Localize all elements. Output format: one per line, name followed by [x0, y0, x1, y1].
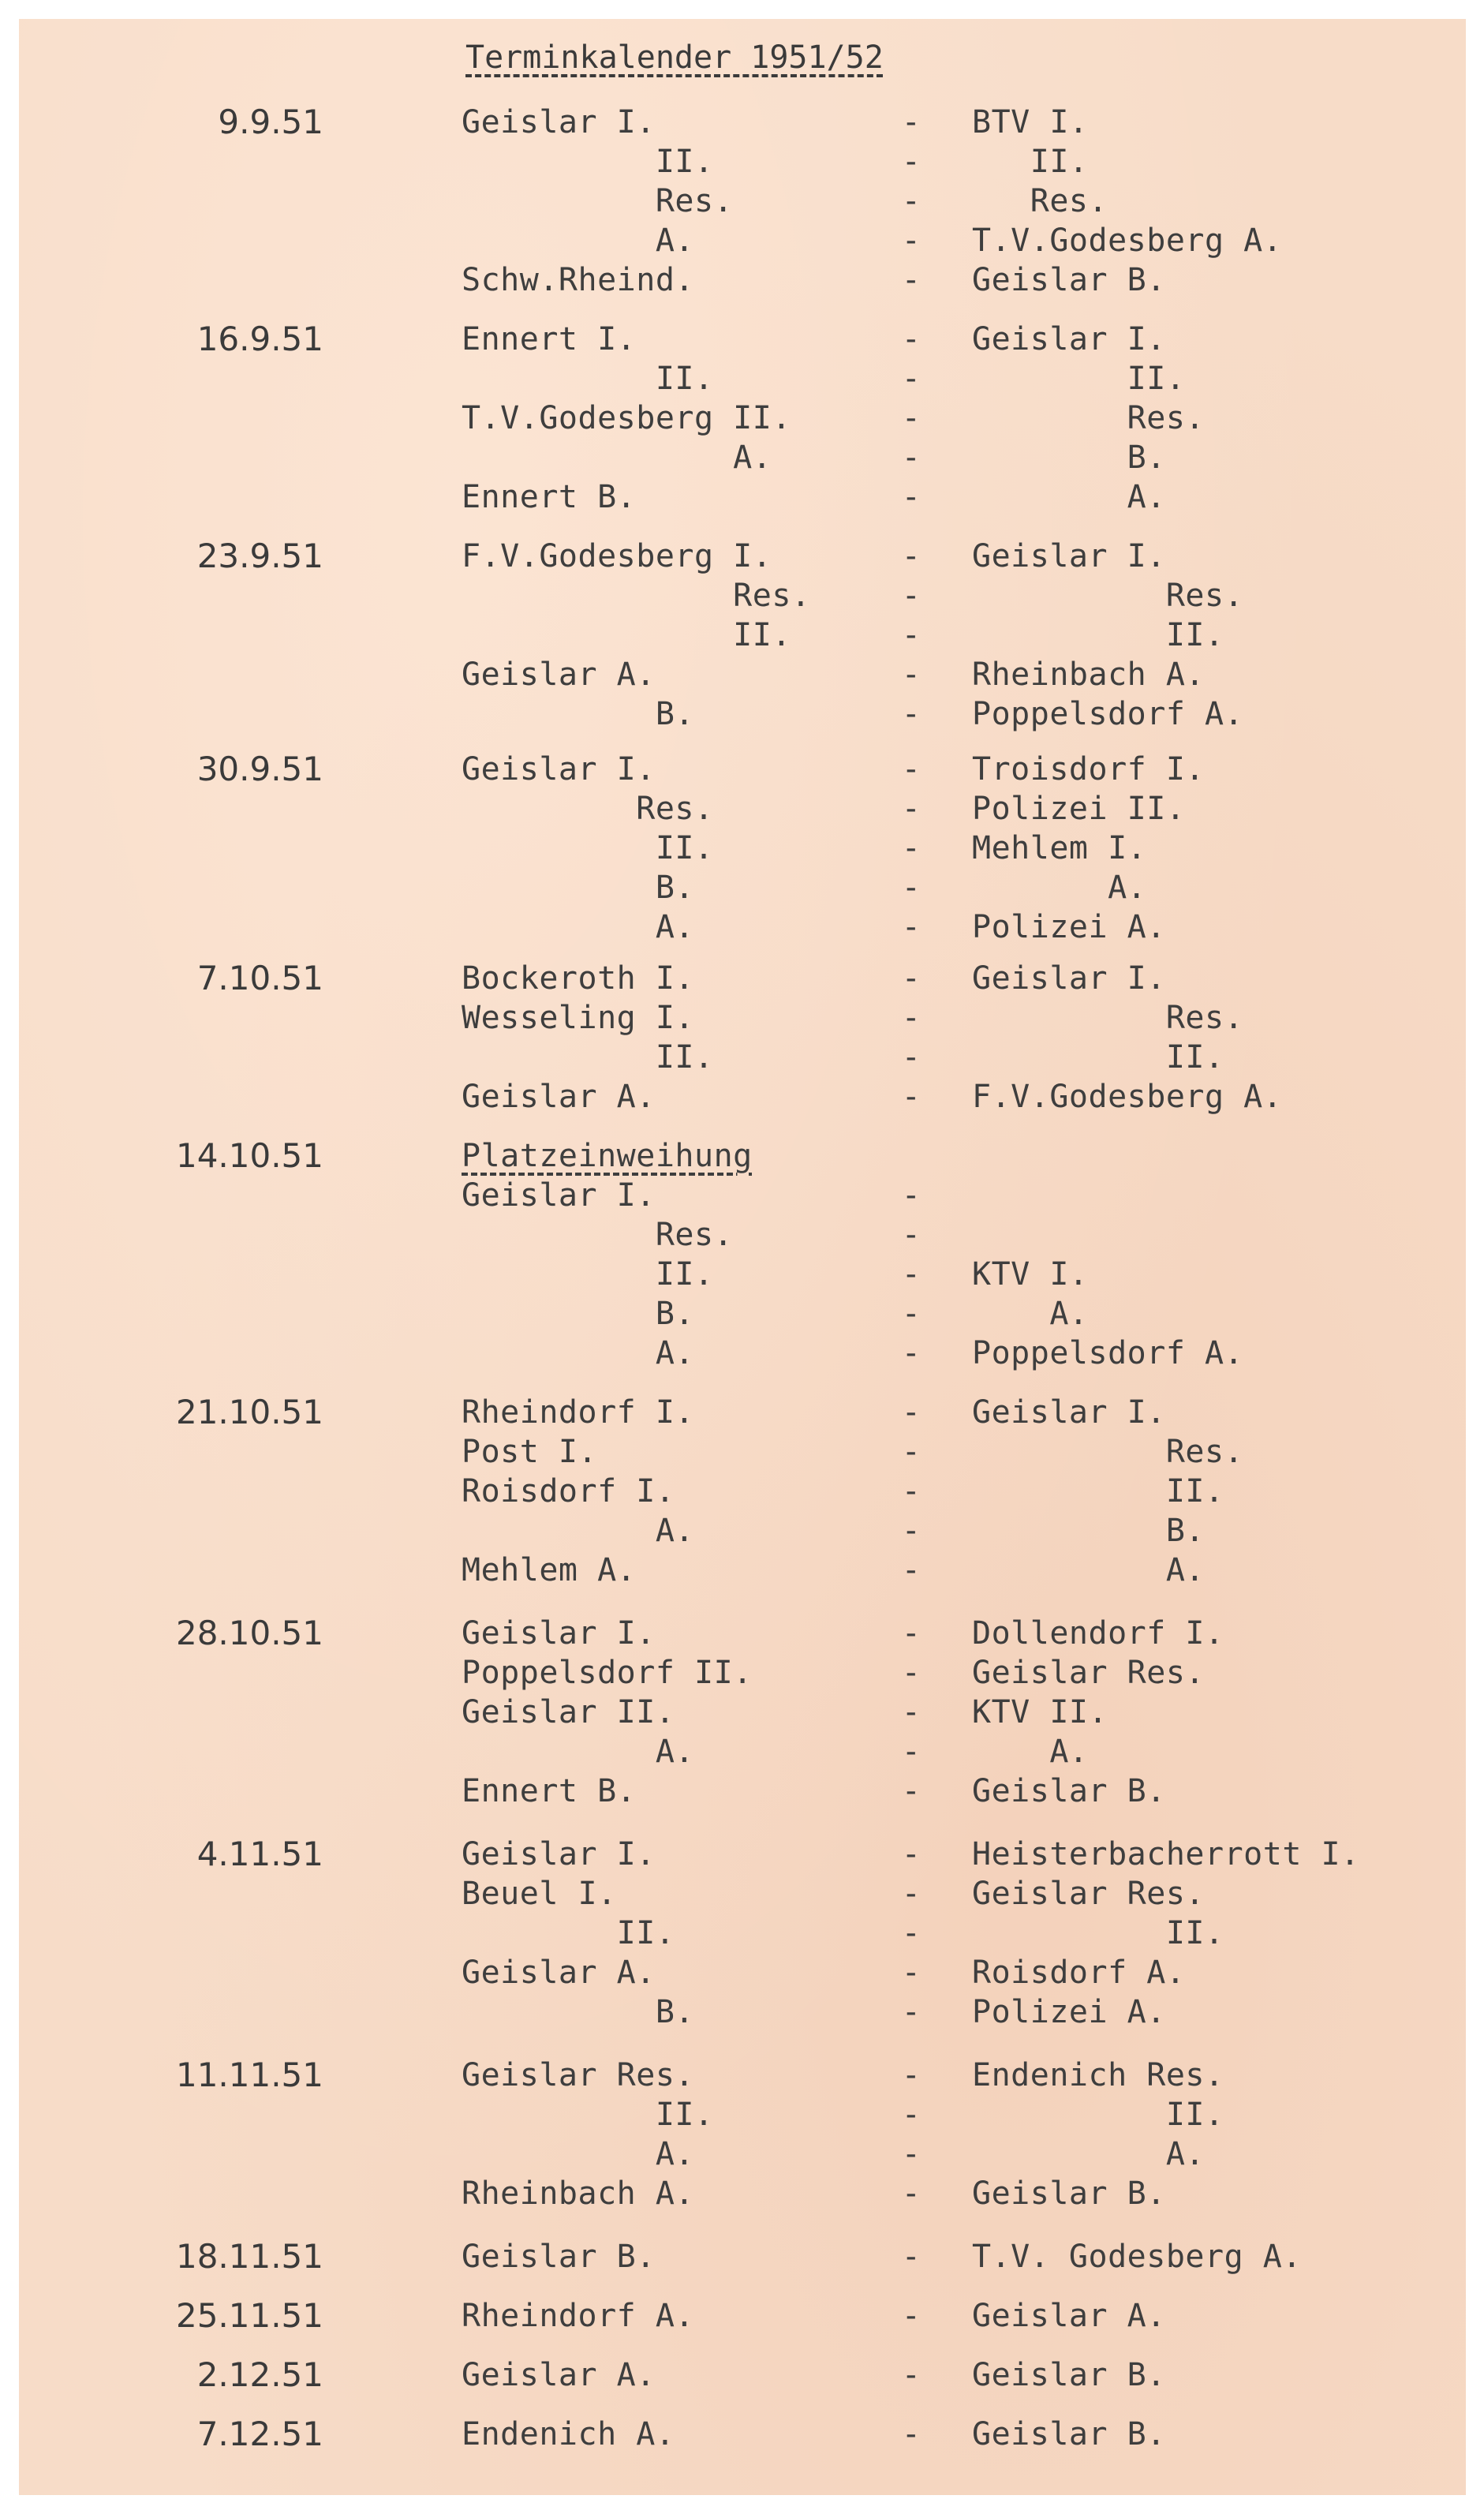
away-team-cell: F.V.Godesberg A. [972, 1079, 1283, 1115]
schedule-row [0, 1334, 1484, 1373]
page-title: Terminkalender 1951/52 [465, 39, 884, 76]
schedule-row [0, 398, 1484, 438]
away-team-cell: II. [972, 1915, 1224, 1951]
schedule-row [0, 537, 1484, 576]
home-team-cell: A. [462, 1335, 694, 1371]
away-team-cell: Geislar I. [972, 960, 1166, 997]
home-team-cell: Geislar I. [462, 1836, 656, 1872]
schedule-row [0, 2134, 1484, 2174]
separator-dash: - [901, 2175, 921, 2212]
home-team-cell: Res. [462, 791, 714, 827]
schedule-row [0, 181, 1484, 221]
date-cell: 28.10.51 [175, 1614, 323, 1652]
separator-dash: - [901, 1000, 921, 1036]
away-team-cell: KTV II. [972, 1694, 1108, 1730]
away-team-cell: A. [972, 2136, 1205, 2172]
home-team-cell: II. [462, 144, 714, 180]
away-team-cell: Polizei A. [972, 1994, 1166, 2030]
home-team-cell: Roisdorf I. [462, 1473, 675, 1510]
away-team-cell: Geislar B. [972, 2416, 1166, 2452]
separator-dash: - [901, 1079, 921, 1115]
home-team-cell: Geislar A. [462, 657, 656, 693]
date-cell: 30.9.51 [196, 750, 323, 788]
schedule-row [0, 438, 1484, 477]
date-cell: 21.10.51 [175, 1393, 323, 1431]
away-team-cell: T.V.Godesberg A. [972, 223, 1283, 259]
separator-dash: - [901, 1876, 921, 1912]
home-team-cell: II. [462, 1915, 675, 1951]
away-team-cell: A. [972, 1734, 1089, 1770]
schedule-row [0, 477, 1484, 517]
home-team-cell: Ennert B. [462, 479, 637, 515]
separator-dash: - [901, 1994, 921, 2030]
date-cell: 11.11.51 [175, 2056, 323, 2094]
away-team-cell: II. [972, 617, 1224, 653]
away-team-cell: A. [972, 1552, 1205, 1588]
schedule-row [0, 2296, 1484, 2336]
home-team-cell: A. [462, 1734, 694, 1770]
away-team-cell: Geislar B. [972, 2357, 1166, 2393]
schedule-row [0, 1874, 1484, 1914]
home-team-cell: A. [462, 440, 772, 476]
date-cell: 23.9.51 [196, 537, 323, 575]
away-team-cell: II. [972, 1039, 1224, 1076]
home-team-cell: Platzeinweihung [462, 1138, 753, 1174]
home-team-cell: Geislar A. [462, 2357, 656, 2393]
schedule-row [0, 1511, 1484, 1551]
separator-dash: - [901, 1773, 921, 1809]
separator-dash: - [901, 538, 921, 574]
schedule-row [0, 1953, 1484, 1992]
home-team-cell: II. [462, 617, 791, 653]
schedule-row [0, 2237, 1484, 2276]
home-team-cell: Ennert I. [462, 321, 637, 357]
away-team-cell: Geislar I. [972, 1394, 1166, 1431]
home-team-cell: Res. [462, 183, 734, 219]
schedule-row [0, 1693, 1484, 1732]
schedule-row [0, 103, 1484, 142]
home-team-cell: Geislar I. [462, 1177, 656, 1214]
separator-dash: - [901, 144, 921, 180]
home-team-cell: A. [462, 223, 694, 259]
schedule-row [0, 694, 1484, 734]
schedule-row [0, 2415, 1484, 2454]
home-team-cell: Rheindorf A. [462, 2298, 694, 2334]
separator-dash: - [901, 1394, 921, 1431]
separator-dash: - [901, 1335, 921, 1371]
separator-dash: - [901, 830, 921, 866]
home-team-cell: Geislar A. [462, 1955, 656, 1991]
schedule-row [0, 1551, 1484, 1590]
separator-dash: - [901, 909, 921, 945]
home-team-cell: II. [462, 830, 714, 866]
separator-dash: - [901, 1836, 921, 1872]
schedule-row [0, 1653, 1484, 1693]
separator-dash: - [901, 1473, 921, 1510]
schedule-row [0, 1835, 1484, 1874]
separator-dash: - [901, 223, 921, 259]
home-team-cell: A. [462, 909, 694, 945]
home-team-cell: Beuel I. [462, 1876, 617, 1912]
date-cell: 7.10.51 [196, 959, 323, 997]
schedule-row [0, 1432, 1484, 1472]
home-team-cell: Ennert B. [462, 1773, 637, 1809]
schedule-row [0, 2056, 1484, 2095]
home-team-cell: Geislar I. [462, 751, 656, 787]
home-team-cell: Post I. [462, 1434, 598, 1470]
separator-dash: - [901, 617, 921, 653]
away-team-cell: A. [972, 870, 1147, 906]
home-team-cell: B. [462, 870, 694, 906]
away-team-cell: II. [972, 144, 1089, 180]
date-cell: 9.9.51 [218, 103, 323, 141]
separator-dash: - [901, 1734, 921, 1770]
separator-dash: - [901, 1694, 921, 1730]
separator-dash: - [901, 1256, 921, 1293]
away-team-cell: II. [972, 2097, 1224, 2133]
separator-dash: - [901, 751, 921, 787]
away-team-cell: A. [972, 1296, 1089, 1332]
away-team-cell: Dollendorf I. [972, 1615, 1224, 1652]
separator-dash: - [901, 578, 921, 614]
separator-dash: - [901, 2057, 921, 2093]
home-team-cell: Wesseling I. [462, 1000, 694, 1036]
separator-dash: - [901, 104, 921, 140]
separator-dash: - [901, 321, 921, 357]
separator-dash: - [901, 1217, 921, 1253]
date-cell: 18.11.51 [175, 2237, 323, 2276]
schedule-row [0, 1077, 1484, 1117]
home-team-cell: Poppelsdorf II. [462, 1655, 753, 1691]
separator-dash: - [901, 1552, 921, 1588]
separator-dash: - [901, 262, 921, 298]
away-team-cell: Res. [972, 1434, 1244, 1470]
away-team-cell: Res. [972, 183, 1108, 219]
separator-dash: - [901, 1915, 921, 1951]
schedule-row [0, 1294, 1484, 1334]
away-team-cell: Polizei A. [972, 909, 1166, 945]
home-team-cell: Rheindorf I. [462, 1394, 694, 1431]
schedule-row [0, 142, 1484, 181]
home-team-cell: Schw.Rheind. [462, 262, 694, 298]
away-team-cell: B. [972, 440, 1166, 476]
away-team-cell: Res. [972, 578, 1244, 614]
schedule-row [0, 2355, 1484, 2395]
home-team-cell: II. [462, 1039, 714, 1076]
date-cell: 4.11.51 [196, 1835, 323, 1873]
home-team-cell: Geislar II. [462, 1694, 675, 1730]
away-team-cell: Roisdorf A. [972, 1955, 1186, 1991]
separator-dash: - [901, 2239, 921, 2275]
schedule-row [0, 1771, 1484, 1811]
schedule-row [0, 750, 1484, 789]
schedule-row [0, 221, 1484, 260]
away-team-cell: Poppelsdorf A. [972, 696, 1244, 732]
home-team-cell: Mehlem A. [462, 1552, 637, 1588]
date-cell: 25.11.51 [175, 2296, 323, 2335]
schedule-row [0, 789, 1484, 829]
home-team-cell: Geislar I. [462, 104, 656, 140]
separator-dash: - [901, 960, 921, 997]
away-team-cell: II. [972, 361, 1186, 397]
away-team-cell: Poppelsdorf A. [972, 1335, 1244, 1371]
schedule-row [0, 1255, 1484, 1294]
schedule-row [0, 998, 1484, 1038]
home-team-cell: Geislar B. [462, 2239, 656, 2275]
separator-dash: - [901, 2357, 921, 2393]
away-team-cell: B. [972, 1513, 1205, 1549]
schedule-row [0, 1472, 1484, 1511]
away-team-cell: Res. [972, 400, 1205, 436]
away-team-cell: Geislar A. [972, 2298, 1166, 2334]
separator-dash: - [901, 2416, 921, 2452]
away-team-cell: A. [972, 479, 1166, 515]
home-team-cell: II. [462, 2097, 714, 2133]
separator-dash: - [901, 1039, 921, 1076]
schedule-row [0, 2174, 1484, 2213]
home-team-cell: A. [462, 1513, 694, 1549]
separator-dash: - [901, 1434, 921, 1470]
separator-dash: - [901, 1615, 921, 1652]
away-team-cell: T.V. Godesberg A. [972, 2239, 1302, 2275]
schedule-row [0, 1136, 1484, 1176]
date-cell: 14.10.51 [175, 1136, 323, 1175]
home-team-cell: Bockeroth I. [462, 960, 694, 997]
separator-dash: - [901, 440, 921, 476]
schedule-row [0, 1992, 1484, 2032]
away-team-cell: Geislar B. [972, 2175, 1166, 2212]
separator-dash: - [901, 2136, 921, 2172]
date-cell: 2.12.51 [196, 2355, 323, 2394]
away-team-cell: KTV I. [972, 1256, 1089, 1293]
home-team-cell: Endenich A. [462, 2416, 675, 2452]
schedule-row [0, 359, 1484, 398]
date-cell: 16.9.51 [196, 320, 323, 358]
separator-dash: - [901, 2097, 921, 2133]
separator-dash: - [901, 479, 921, 515]
separator-dash: - [901, 1296, 921, 1332]
separator-dash: - [901, 1177, 921, 1214]
away-team-cell: II. [972, 1473, 1224, 1510]
separator-dash: - [901, 657, 921, 693]
away-team-cell: Rheinbach A. [972, 657, 1205, 693]
schedule-row [0, 1614, 1484, 1653]
schedule-row [0, 907, 1484, 947]
separator-dash: - [901, 1955, 921, 1991]
away-team-cell: Polizei II. [972, 791, 1186, 827]
home-team-cell: Geislar I. [462, 1615, 656, 1652]
away-team-cell: Heisterbacherrott I. [972, 1836, 1360, 1872]
away-team-cell: Geislar I. [972, 538, 1166, 574]
away-team-cell: Endenich Res. [972, 2057, 1224, 2093]
schedule-row [0, 1176, 1484, 1215]
home-team-cell: B. [462, 696, 694, 732]
separator-dash: - [901, 1513, 921, 1549]
away-team-cell: BTV I. [972, 104, 1089, 140]
schedule-row [0, 1732, 1484, 1771]
schedule-row [0, 1914, 1484, 1953]
home-team-cell: T.V.Godesberg II. [462, 400, 791, 436]
schedule-row [0, 320, 1484, 359]
home-team-cell: A. [462, 2136, 694, 2172]
date-cell: 7.12.51 [196, 2415, 323, 2453]
away-team-cell: Geislar B. [972, 1773, 1166, 1809]
away-team-cell: Geislar I. [972, 321, 1166, 357]
away-team-cell: Res. [972, 1000, 1244, 1036]
schedule-row [0, 959, 1484, 998]
separator-dash: - [901, 1655, 921, 1691]
away-team-cell: Mehlem I. [972, 830, 1147, 866]
schedule-row [0, 2095, 1484, 2134]
home-team-cell: B. [462, 1296, 694, 1332]
home-team-cell: Geislar A. [462, 1079, 656, 1115]
schedule-row [0, 1393, 1484, 1432]
separator-dash: - [901, 870, 921, 906]
separator-dash: - [901, 183, 921, 219]
away-team-cell: Geislar B. [972, 262, 1166, 298]
schedule-row [0, 576, 1484, 615]
away-team-cell: Geislar Res. [972, 1655, 1205, 1691]
home-team-cell: Res. [462, 1217, 734, 1253]
separator-dash: - [901, 791, 921, 827]
separator-dash: - [901, 400, 921, 436]
home-team-cell: B. [462, 1994, 694, 2030]
home-team-cell: II. [462, 361, 714, 397]
home-team-cell: Res. [462, 578, 811, 614]
schedule-row [0, 1215, 1484, 1255]
away-team-cell: Geislar Res. [972, 1876, 1205, 1912]
schedule-row [0, 260, 1484, 300]
schedule-row [0, 655, 1484, 694]
separator-dash: - [901, 361, 921, 397]
schedule-row [0, 615, 1484, 655]
separator-dash: - [901, 696, 921, 732]
home-team-cell: II. [462, 1256, 714, 1293]
home-team-cell: Geislar Res. [462, 2057, 694, 2093]
away-team-cell: Troisdorf I. [972, 751, 1205, 787]
home-team-cell: F.V.Godesberg I. [462, 538, 772, 574]
schedule-row [0, 829, 1484, 868]
schedule-row [0, 1038, 1484, 1077]
home-team-cell: Rheinbach A. [462, 2175, 694, 2212]
schedule-row [0, 868, 1484, 907]
separator-dash: - [901, 2298, 921, 2334]
